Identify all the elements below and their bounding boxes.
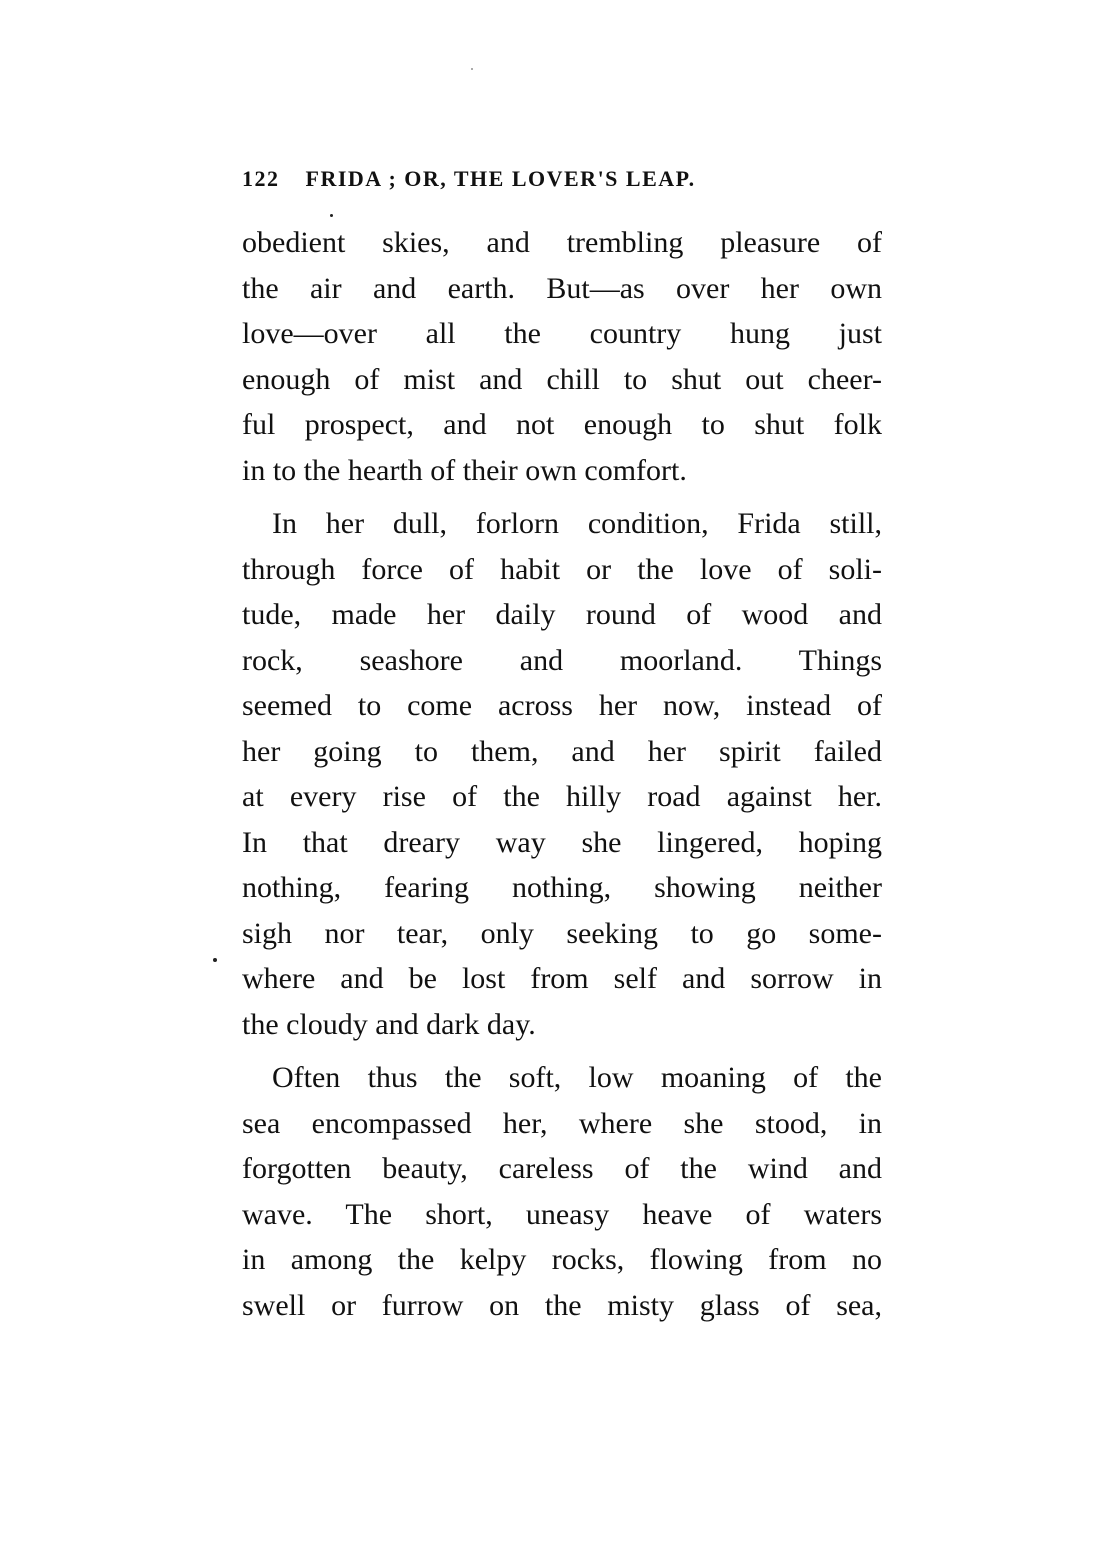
running-title: FRIDA ; OR, THE LOVER'S LEAP. <box>305 166 696 191</box>
body-text <box>242 220 882 1328</box>
text-line: love—over all the country hung just <box>242 317 882 350</box>
paragraph-gap <box>242 493 882 501</box>
text-line: where and be lost from self and sorrow in <box>242 962 882 995</box>
text-line: Often thus the soft, low moaning of the <box>272 1061 882 1094</box>
text-line: through force of habit or the love of soli- <box>242 552 882 586</box>
text-line: forgotten beauty, careless of the wind and <box>242 1152 882 1185</box>
text-line: ful prospect, and not enough to shut folk <box>242 408 882 441</box>
paragraph-gap <box>242 1047 882 1055</box>
text-line: rock, seashore and moorland. Things <box>242 643 882 677</box>
text-line: her going to them, and her spirit failed <box>242 734 882 768</box>
text-line: swell or furrow on the misty glass of sea, <box>242 1288 882 1322</box>
text-line: at every rise of the hilly road against her. <box>242 780 882 813</box>
text-line: In her dull, forlorn condition, Frida still, <box>272 507 882 540</box>
text-line: obedient skies, and trembling pleasure of <box>242 226 882 259</box>
text-line: wave. The short, uneasy heave of waters <box>242 1197 882 1231</box>
text-line: nothing, fearing nothing, showing neither <box>242 871 882 904</box>
running-header <box>242 166 882 198</box>
text-line: seemed to come across her now, instead of <box>242 689 882 722</box>
text-line: In that dreary way she lingered, hoping <box>242 825 882 859</box>
text-line: enough of mist and chill to shut out cheer- <box>242 362 882 396</box>
text-line: sea encompassed her, where she stood, in <box>242 1106 882 1140</box>
scan-speck <box>471 68 473 70</box>
scan-speck <box>330 214 333 217</box>
page-number: 122 <box>242 166 280 191</box>
text-line: the cloudy and dark day. <box>242 1007 536 1041</box>
text-line: in among the kelpy rocks, flowing from no <box>242 1243 882 1276</box>
text-line: in to the hearth of their own comfort. <box>242 453 687 487</box>
text-line: the air and earth. But—as over her own <box>242 271 882 305</box>
text-line: tude, made her daily round of wood and <box>242 598 882 631</box>
scan-speck <box>213 958 217 962</box>
text-line: sigh nor tear, only seeking to go some- <box>242 916 882 950</box>
